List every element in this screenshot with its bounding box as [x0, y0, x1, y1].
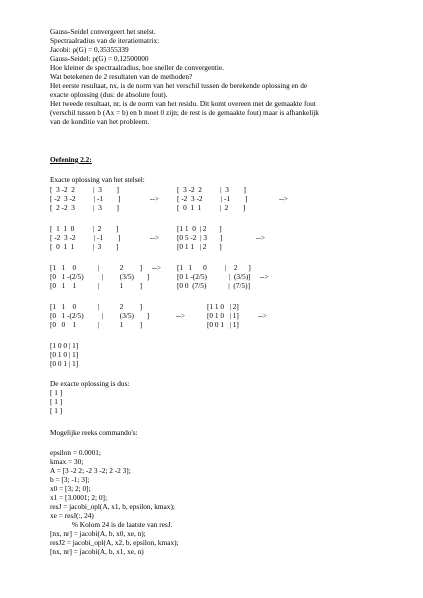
matrix-row: [1 1 0 | 2 ]	[50, 263, 143, 272]
matrix-row: [0 1 -(2/5) | (3/5)] -->	[177, 272, 269, 281]
command-line: b = [3; -1; 3];	[50, 475, 90, 484]
intro-line: Hoe kleiner de spectraalradius, hoe sneller de convergentie.	[50, 63, 224, 72]
matrix-row: [ 3 -2 2 | 3 ]	[177, 185, 246, 194]
command-line: % Kolom 24 is de laatste van resJ.	[50, 520, 173, 529]
matrix-row: [ 0 1 1 | 3 ]	[50, 242, 119, 251]
matrix-row: [ -2 3 -2 | -1 ]	[50, 233, 121, 242]
matrix-row: [ 3 -2 2 | 3 ]	[50, 185, 119, 194]
exact-intro: Exacte oplossing van het stelsel:	[50, 175, 145, 184]
arrow: -->	[176, 311, 185, 320]
command-line: xe = resJ(:, 24)	[50, 511, 94, 520]
matrix-row: [0 5 -2 | 3 ]	[177, 233, 223, 242]
matrix-row: [0 1 -(2/5) | (3/5) ]	[50, 272, 150, 281]
exercise-heading: Oefening 2.2:	[50, 155, 92, 164]
matrix-row: [ 2 -2 3 | 3 ]	[50, 203, 119, 212]
arrow: -->	[150, 233, 159, 242]
matrix-row: [ 0 1 1 | 2 ]	[177, 203, 246, 212]
arrow: -->	[152, 263, 161, 272]
command-line: [nx, nr] = jacobi(A, b, x0, xe, n);	[50, 529, 146, 538]
command-line: A = [3 -2 2; -2 3 -2; 2 -2 3];	[50, 466, 131, 475]
command-line: x0 = [3; 2; 0];	[50, 484, 91, 493]
matrix-row: [0 0 (7/5) | (7/5)]	[177, 281, 250, 290]
command-line: resJ2 = jacobi_opl(A, x2, b, epsilon, kmax);	[50, 538, 179, 547]
command-line: kmax = 30;	[50, 457, 84, 466]
intro-line: Jacobi: ρ(G) = 0,35355339	[50, 45, 129, 54]
intro-line: (verschil tussen b (Ax = b) en b moet 0 zijn; de rest is de gemaakte fout) maar is afhankelijk	[50, 108, 319, 117]
matrix-row: [ 1 1 0 | 2 ]	[50, 224, 119, 233]
matrix-row: [ -2 3 -2 | -1 ]	[177, 194, 248, 203]
matrix-row: [0 0 1 | 1]	[207, 320, 239, 329]
matrix-row: [0 1 -(2/5) | (3/5) ]	[50, 311, 150, 320]
matrix-row: [0 0 1 | 1 ]	[50, 320, 143, 329]
matrix-row: [ 1 ]	[50, 388, 63, 397]
arrow: -->	[279, 194, 288, 203]
matrix-row: [1 1 0 | 2 ]	[177, 263, 251, 272]
intro-line: van de konditie van het probleem.	[50, 117, 150, 126]
matrix-row: [1 1 0 | 2 ]	[177, 224, 222, 233]
matrix-row: [0 1 1 | 2 ]	[177, 242, 222, 251]
solution-label: De exacte oplossing is dus:	[50, 379, 130, 388]
matrix-row: [0 0 1 | 1]	[50, 359, 79, 368]
matrix-row: [1 1 0 | 2 ]	[50, 302, 143, 311]
matrix-row: [0 1 0 | 1]	[50, 350, 79, 359]
intro-line: exacte oplossing (dus: de absolute fout).	[50, 90, 168, 99]
commands-label: Mogelijke reeks commando's:	[50, 428, 138, 437]
matrix-row: [0 1 1 | 1 ]	[50, 281, 143, 290]
matrix-row: [0 1 0 | 1]	[207, 311, 239, 320]
matrix-row: [ 1 ]	[50, 406, 63, 415]
intro-line: Wat betekenen de 2 resultaten van de methoden?	[50, 72, 193, 81]
matrix-row: [1 0 0 | 1]	[50, 341, 79, 350]
intro-line: Spectraalradius van de iteratiematrix:	[50, 36, 160, 45]
matrix-row: [ -2 3 -2 | -1 ]	[50, 194, 121, 203]
command-line: x1 = [3.0001; 2; 0];	[50, 493, 108, 502]
intro-line: Gauss-Seidel convergeert het snelst.	[50, 27, 156, 36]
arrow: -->	[150, 194, 159, 203]
matrix-row: [ 1 ]	[50, 397, 63, 406]
matrix-row: [1 1 0 | 2]	[207, 302, 239, 311]
arrow: -->	[258, 311, 267, 320]
intro-line: Het tweede resultaat, nr, is de norm van het residu. Dit komt overeen met de gemaakte fout	[50, 99, 316, 108]
intro-line: Gauss-Seidel: ρ(G) = 0,12500000	[50, 54, 149, 63]
command-line: [nx, nr] = jacobi(A, b, x1, xe, n)	[50, 547, 144, 556]
arrow: -->	[256, 233, 265, 242]
command-line: resJ = jacobi_opl(A, x1, b, epsilon, kmax);	[50, 502, 175, 511]
intro-line: Het eerste resultaat, nx, is de norm van het verschil tussen de berekende oplossing en de	[50, 81, 308, 90]
command-line: epsilon = 0.0001;	[50, 448, 101, 457]
